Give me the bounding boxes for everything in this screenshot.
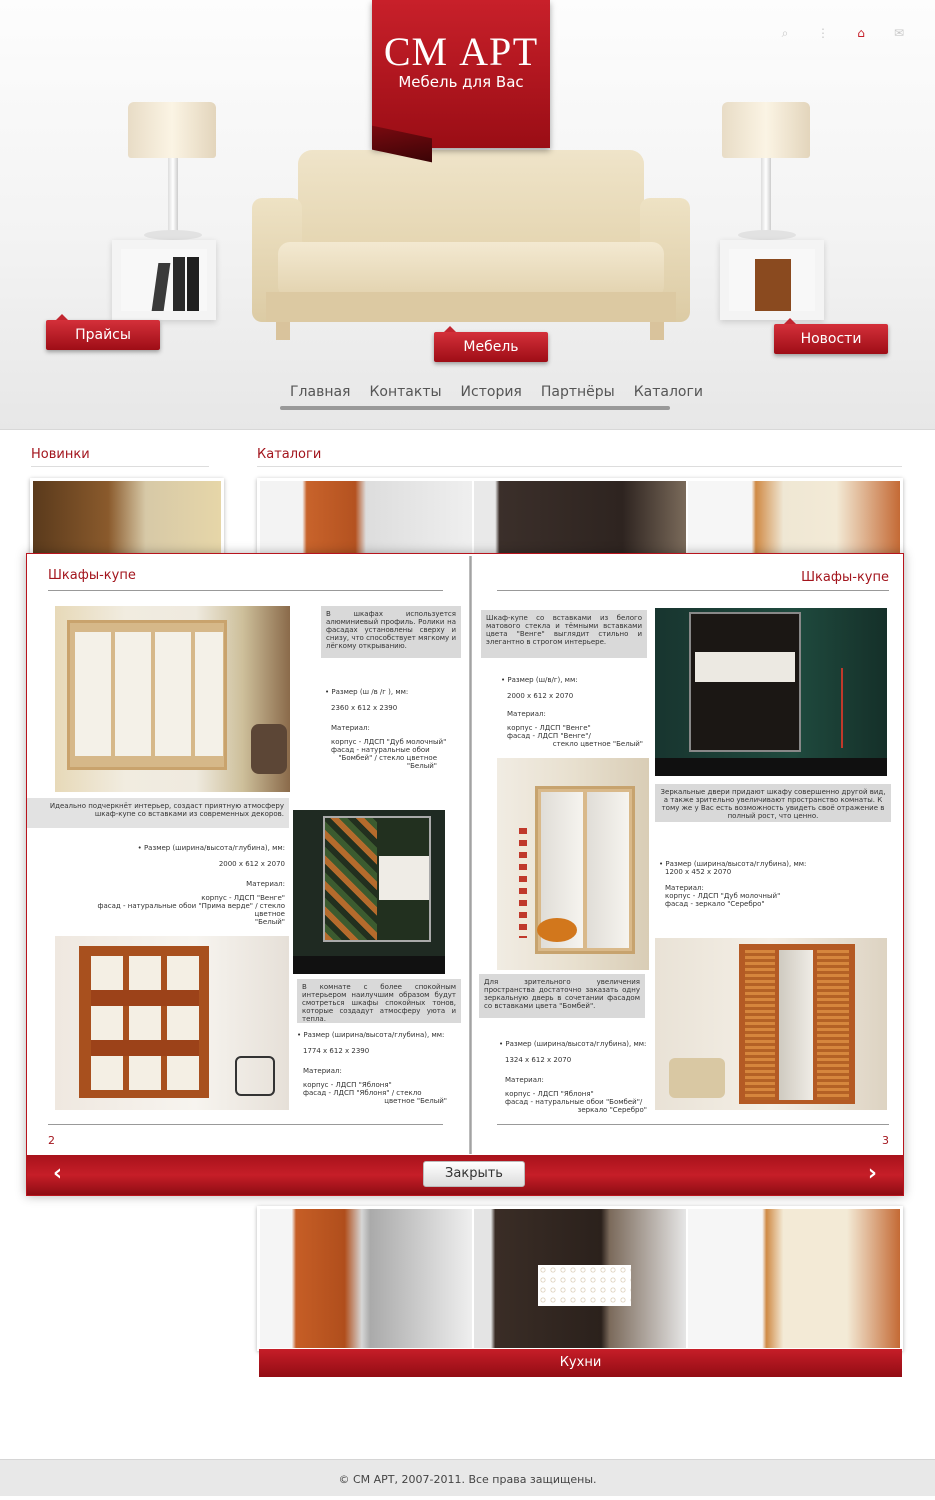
tagline: Мебель для Вас [398,73,524,91]
right-desc-3: Для зрительного увеличения пространства достаточно заказать одну зеркальную дверь в сочетании фасадом со вставками цвета "Бомбей". [479,974,645,1018]
right-page-number: 3 [882,1134,889,1147]
nav-underline [280,406,670,410]
left-spec-1: • Размер (ш /в /г ), мм: 2360 х 612 х 2390 Материал: корпус - ЛДСП "Дуб молочный" фасад - натуральные обои "Бомбей" / стекло цветное "Белый" [325,688,447,770]
left-desc-2: Идеально подчеркнёт интерьер, создаст приятную атмосферу шкаф-купе со вставками из современных декоров. [27,798,289,828]
nav-item-contacts[interactable]: Контакты [369,384,442,400]
wardrobe-image-1 [55,606,290,792]
right-desc-2: Зеркальные двери придают шкафу совершенно другой вид, а также зрительно увеличивают пространство комнаты. К тому же у Вас есть возможность увидеть своё отражение в полный рост, что ценно. [655,784,891,822]
shelf-right [720,240,824,320]
main-nav [290,384,703,400]
lamp-right [722,102,810,158]
section-title-new: Новинки [31,447,209,467]
news-tag-button[interactable]: Новости [774,324,888,354]
wardrobe-image-5 [497,758,649,970]
home-icon[interactable]: ⌂ [857,26,865,40]
modal-footer-bar [27,1155,903,1195]
lamp-left [128,102,216,158]
left-desc-1: В шкафах используется алюминиевый профиль. Ролики на фасадах установлены сверху и снизу, что способствует мягкому и лёгкому открыванию. [321,606,461,658]
catalog-modal [26,553,904,1196]
divider-icon: ⋮ [817,26,829,40]
right-desc-1: Шкаф-купе со вставками из белого матового стекла и тёмными вставками цвета "Венге" выглядит стильно и элегантно в строгом интерьере. [481,610,647,658]
right-spec-1: • Размер (ш/в/г), мм: 2000 х 612 х 2070 Материал: корпус - ЛДСП "Венге" фасад - ЛДСП "Венге"/ стекло цветное "Белый" [501,676,643,748]
logo-text: СМ АРТ [383,29,539,74]
left-spec-2: • Размер (ширина/высота/глубина), мм: 2000 х 612 х 2070 Материал: корпус - ЛДСП "Венге" фасад - натуральные обои "Прима верде" / стекло цветное "Белый" [97,844,285,926]
wardrobe-image-4 [655,608,887,776]
right-page-title: Шкафы-купе [801,570,889,585]
wardrobe-image-2 [293,810,445,974]
left-spec-3: • Размер (ширина/высота/глубина), мм: 1774 х 612 х 2390 Материал: корпус - ЛДСП "Яблоня" фасад - ЛДСП "Яблоня" / стекло цветное "Белый" [297,1031,447,1105]
mail-icon[interactable]: ✉ [893,26,905,40]
right-spec-2: • Размер (ширина/высота/глубина), мм: 1200 х 452 х 2070 Материал: корпус - ЛДСП "Дуб молочный" фасад - зеркало "Серебро" [659,860,807,908]
new-items-thumbnail[interactable] [30,478,224,556]
sofa-image [252,150,690,340]
wardrobe-image-3 [55,936,289,1110]
top-icons [777,25,907,41]
nav-item-partners[interactable]: Партнёры [540,384,615,400]
close-button[interactable]: Закрыть [423,1161,525,1187]
next-page-arrow-icon[interactable]: › [867,1161,877,1186]
catalog-thumbnails-top[interactable] [257,478,903,556]
section-title-catalogs: Каталоги [257,447,902,467]
site-footer: © СМ АРТ, 2007-2011. Все права защищены. [0,1459,935,1496]
logo-banner[interactable] [372,0,550,148]
furniture-tag-button[interactable]: Мебель [434,332,548,362]
gallery-label-bar[interactable]: Кухни [259,1349,902,1377]
wardrobe-image-6 [655,938,887,1110]
search-icon[interactable]: ⌕ [781,26,789,40]
right-spec-3: • Размер (ширина/высота/глубина), мм: 1324 х 612 х 2070 Материал: корпус - ЛДСП "Яблоня" фасад - натуральные обои "Бомбей"/ зеркало "Серебро" [499,1040,647,1114]
left-desc-3: В комнате с более спокойным интерьером наилучшим образом будут смотреться шкафы спокойных тонов, которые создадут атмосферу уюта и тепла. [297,979,461,1023]
hero-header [0,0,935,430]
shelf-left [112,240,216,320]
left-page-title: Шкафы-купе [48,568,136,583]
nav-item-catalogs[interactable]: Каталоги [633,384,703,400]
kitchen-gallery[interactable] [257,1206,903,1351]
prev-page-arrow-icon[interactable]: ‹ [53,1161,63,1186]
nav-item-home[interactable]: Главная [290,384,351,400]
prices-tag-button[interactable]: Прайсы [46,320,160,350]
nav-item-history[interactable]: История [460,384,522,400]
left-page-number: 2 [48,1134,55,1147]
